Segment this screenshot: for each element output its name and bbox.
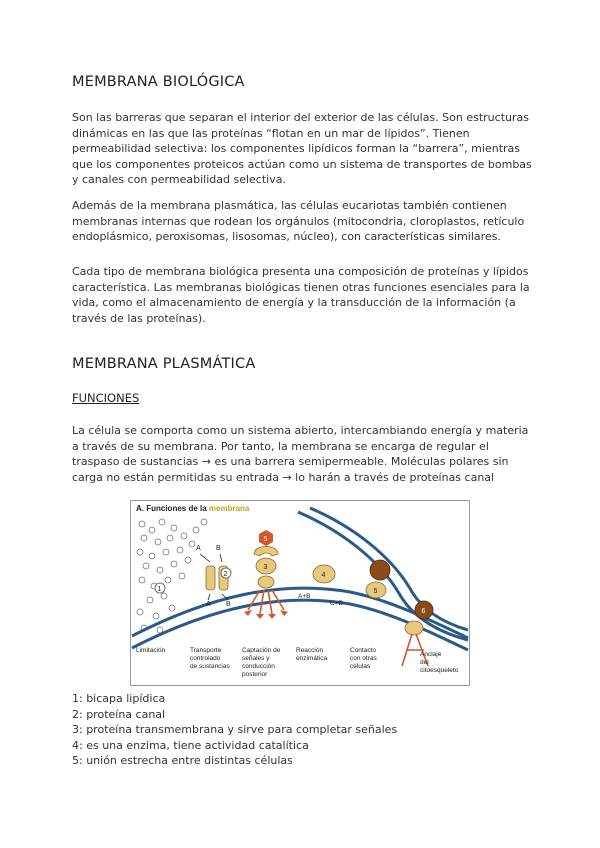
- label-captacion: Captación de señales y conducción posterior: [242, 647, 281, 678]
- marker-5-signal: 5: [263, 536, 268, 543]
- marker-b-top: B: [216, 545, 221, 552]
- marker-2: 2: [223, 571, 228, 578]
- marker-c-plus-d: C+D: [330, 600, 344, 607]
- anchor-protein-inner: [405, 621, 423, 635]
- marker-4: 4: [321, 572, 326, 579]
- marker-a-plus-b: A+B: [298, 593, 311, 600]
- contact-protein-outer: [370, 560, 390, 580]
- label-anclaje: Anclaje del citoesqueleto: [420, 651, 459, 674]
- membrane-diagram: [130, 500, 470, 686]
- paragraph-funciones: La célula se comporta como un sistema abierto, intercambiando energía y materia a través de su membrana. Por tanto, la membrana se encarga de regular el traspaso de sustancias → es una barrera semipermeable. Moléculas polares sin carga no están permitidas su entrada → lo harán a través de proteínas canal: [72, 424, 529, 484]
- marker-a-top: A: [196, 545, 201, 552]
- figure-title: A. Funciones de la membrana: [136, 504, 250, 513]
- label-limitacion: Limitación: [136, 647, 166, 654]
- label-transporte: Transporte controlado de sustancias: [190, 647, 230, 670]
- membrane-functions-figure: [130, 500, 470, 686]
- list-item: 3: proteína transmembrana y sirve para completar señales: [72, 723, 398, 736]
- paragraph-composicion: Cada tipo de membrana biológica presenta una composición de proteínas y lípidos característica. Las membranas biológicas tienen otras funciones esenciales para la vida, como el almacenamiento de energía y la transducción de la información (a través de las proteínas).: [72, 265, 530, 325]
- section-title-membrana-plasmatica: MEMBRANA PLASMÁTICA: [72, 356, 256, 372]
- marker-1: 1: [157, 586, 162, 593]
- label-contacto: Contacto con otras células: [350, 647, 377, 670]
- section-title-membrana-biologica: MEMBRANA BIOLÓGICA: [72, 74, 245, 90]
- paragraph-membranas-internas: Además de la membrana plasmática, las células eucariotas también contienen membranas internas que rodean los orgánulos (mitocondria, cloroplastos, retículo endoplásmico, peroxisomas, lisosomas, núcleo), con características similares.: [72, 199, 525, 243]
- list-item: 4: es una enzima, tiene actividad catalítica: [72, 738, 309, 752]
- list-item: 2: proteína canal: [72, 707, 166, 721]
- legend-list: [72, 691, 397, 769]
- list-item: 5: unión estrecha entre distintas células: [72, 754, 293, 767]
- marker-a-bottom: A: [206, 601, 211, 608]
- label-reaccion: Reacción enzimática: [296, 647, 328, 662]
- marker-5-contact: 5: [373, 588, 378, 595]
- subtitle-funciones: FUNCIONES: [72, 391, 140, 405]
- marker-3: 3: [263, 564, 268, 571]
- marker-b-bottom: B: [226, 601, 231, 608]
- paragraph-definicion: Son las barreras que separan el interior del exterior de las células. Son estructuras dinámicas en las que las proteínas “flotan en un mar de lípidos”. Tienen permeabilidad selectiva: los componentes lipídicos forman la “barrera”, mientras que los componentes proteicos actúan como un sistema de transportes de bombas y canales con permeabilidad selectiva.: [72, 111, 532, 186]
- marker-6: 6: [421, 608, 426, 615]
- list-item: 1: bicapa lipídica: [72, 692, 166, 705]
